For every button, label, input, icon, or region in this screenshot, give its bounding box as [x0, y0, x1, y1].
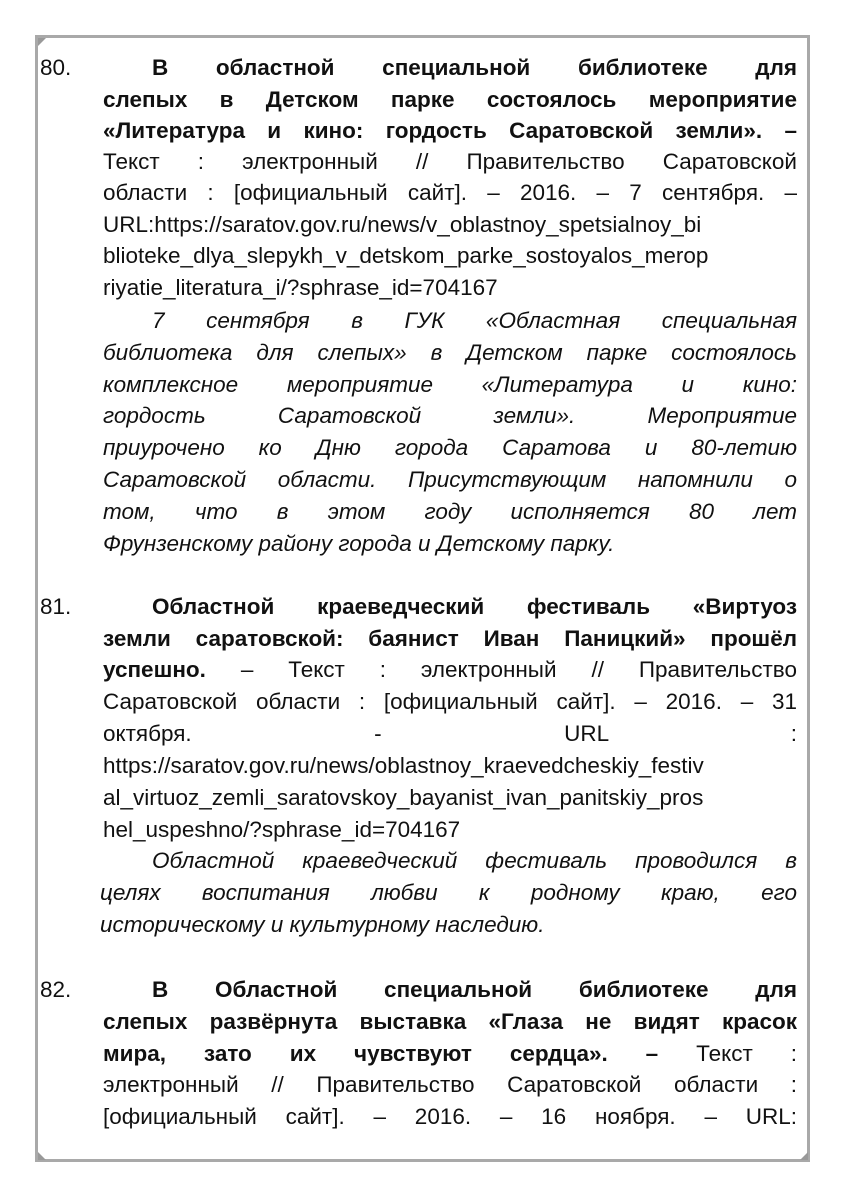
text-line [103, 84, 797, 116]
text-line [100, 877, 797, 909]
text-line [152, 591, 797, 623]
entry-title-text: В областной специальной библиотеке для [152, 55, 797, 80]
text-line [152, 305, 797, 337]
corner-mark-icon [800, 1152, 808, 1160]
annotation-text: Саратовской области. Присутствующим напомнили о [103, 467, 797, 492]
citation-text: октября. - URL : [103, 721, 797, 746]
text-line [152, 845, 797, 877]
text-line [103, 115, 797, 147]
corner-mark-icon [38, 1152, 46, 1160]
annotation-text: Фрунзенскому району города и Детскому парку. [103, 531, 615, 556]
text-line [103, 496, 797, 528]
citation-text: электронный // Правительство Саратовской области : [103, 1072, 797, 1097]
entry-number: 81. [40, 594, 72, 619]
text-line [103, 400, 797, 432]
text-line [103, 623, 797, 655]
text-line [103, 1069, 797, 1101]
entry-title-text: «Литература и кино: гордость Саратовской земли». – [103, 118, 797, 143]
annotation-text: целях воспитания любви к родному краю, его [100, 880, 797, 905]
citation-text: Текст : [658, 1041, 798, 1066]
citation-text: – Текст : электронный // Правительство [205, 657, 797, 682]
text-line [100, 909, 797, 941]
text-line [103, 369, 797, 401]
citation-text: [официальный сайт]. – 2016. – 16 ноября. – URL: [103, 1104, 797, 1129]
url-text: https://saratov.gov.ru/news/oblastnoy_kraevedcheskiy_festiv [103, 753, 704, 778]
url-text: al_virtuoz_zemli_saratovskoy_bayanist_ivan_panitskiy_pros [103, 785, 704, 810]
entry-title-text: мира, зато их чувствуют сердца». – [103, 1041, 659, 1066]
text-line [103, 718, 797, 750]
text-line [103, 782, 797, 814]
text-line [103, 177, 797, 209]
text-line [103, 337, 797, 369]
text-line [103, 240, 797, 272]
text-line [152, 974, 797, 1006]
text-line [103, 209, 797, 241]
annotation-text: комплексное мероприятие «Литература и кино: [103, 372, 797, 397]
entry-number: 80. [40, 55, 72, 80]
text-line [103, 1006, 797, 1038]
annotation-text: Областной краеведческий фестиваль проводился в [152, 848, 797, 873]
url-text: riyatie_literatura_i/?sphrase_id=704167 [103, 275, 498, 300]
annotation-text: приурочено ко Дню города Саратова и 80-летию [103, 435, 797, 460]
text-line [103, 464, 797, 496]
entry-title-text: земли саратовской: баянист Иван Паницкий» прошёл [103, 626, 797, 651]
citation-text: Саратовской области : [официальный сайт]. – 2016. – 31 [103, 689, 797, 714]
entry-title-text: слепых в Детском парке состоялось мероприятие [103, 87, 797, 112]
text-line [103, 1038, 797, 1070]
annotation-text: том, что в этом году исполняется 80 лет [103, 499, 797, 524]
corner-mark-icon [38, 38, 46, 46]
entry-title-text: успешно. [103, 657, 206, 682]
text-line [152, 52, 797, 84]
annotation-text: 7 сентября в ГУК «Областная специальная [152, 308, 797, 333]
text-line [103, 1101, 797, 1133]
entry-number: 82. [40, 977, 72, 1002]
citation-text: области : [официальный сайт]. – 2016. – 7 сентября. – [103, 180, 797, 205]
entry-title-text: Областной краеведческий фестиваль «Виртуоз [152, 594, 797, 619]
annotation-text: историческому и культурному наследию. [100, 912, 545, 937]
citation-text: Текст : электронный // Правительство Саратовской [103, 149, 797, 174]
text-line [103, 750, 797, 782]
text-line [103, 432, 797, 464]
url-text: hel_uspeshno/?sphrase_id=704167 [103, 817, 461, 842]
url-text: URL:https://saratov.gov.ru/news/v_oblastnoy_spetsialnoy_bi [103, 212, 702, 237]
entry-title-text: В Областной специальной библиотеке для [152, 977, 797, 1002]
annotation-text: библиотека для слепых» в Детском парке состоялось [103, 340, 797, 365]
text-line [103, 528, 797, 560]
text-line [103, 272, 797, 304]
annotation-text: гордость Саратовской земли». Мероприятие [103, 403, 797, 428]
url-text: blioteke_dlya_slepykh_v_detskom_parke_sostoyalos_merop [103, 243, 709, 268]
entry-title-text: слепых развёрнута выставка «Глаза не видят красок [103, 1009, 797, 1034]
text-line [103, 814, 797, 846]
text-line [103, 686, 797, 718]
text-line [103, 146, 797, 178]
text-line [103, 654, 797, 686]
